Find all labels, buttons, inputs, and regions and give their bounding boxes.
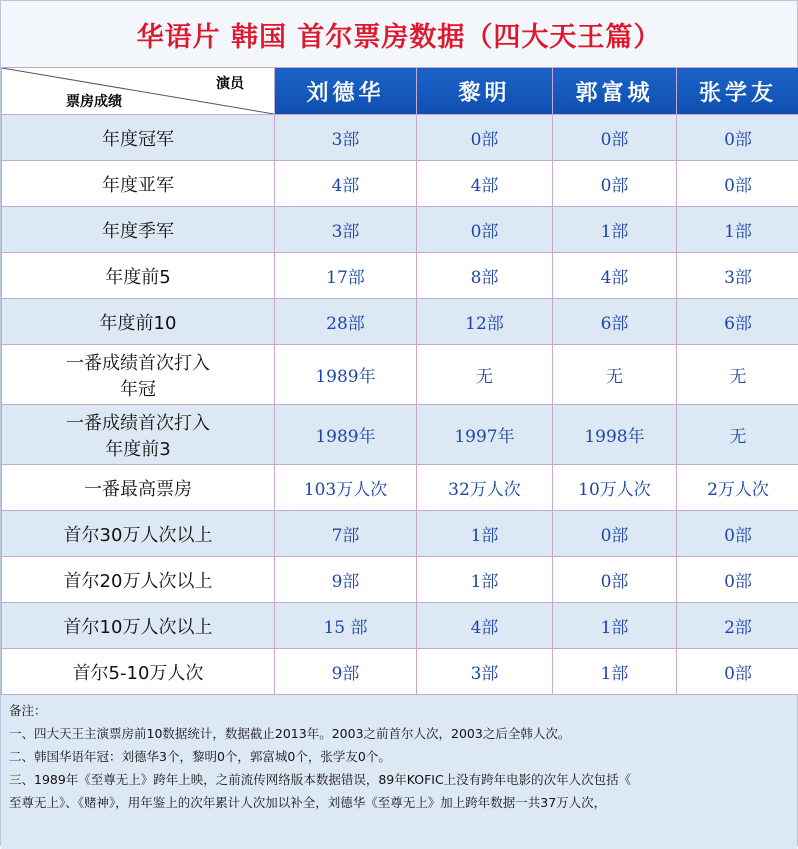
row-label: 首尔5-10万人次 xyxy=(2,649,275,695)
row-label: 年度亚军 xyxy=(2,161,275,207)
table-cell: 6部 xyxy=(677,299,798,345)
row-label: 年度前10 xyxy=(2,299,275,345)
table-cell: 1997年 xyxy=(417,405,553,465)
table-cell: 8部 xyxy=(417,253,553,299)
table-cell: 3部 xyxy=(677,253,798,299)
table-row xyxy=(2,115,798,161)
table-cell: 1989年 xyxy=(275,405,417,465)
table-cell: 0部 xyxy=(677,511,798,557)
table-row xyxy=(2,299,798,345)
table-cell: 1部 xyxy=(677,207,798,253)
table-cell: 0部 xyxy=(553,115,677,161)
table-cell: 0部 xyxy=(677,115,798,161)
table-cell: 103万人次 xyxy=(275,465,417,511)
table-cell: 4部 xyxy=(417,161,553,207)
row-label: 一番最高票房 xyxy=(2,465,275,511)
corner-result-label: 票房成绩 xyxy=(66,91,122,111)
table-cell: 4部 xyxy=(275,161,417,207)
table-cell: 1部 xyxy=(417,557,553,603)
table-cell: 0部 xyxy=(417,115,553,161)
table-cell: 0部 xyxy=(553,161,677,207)
table-cell: 9部 xyxy=(275,649,417,695)
table-cell: 1998年 xyxy=(553,405,677,465)
corner-cell xyxy=(2,68,275,115)
table-cell: 无 xyxy=(677,345,798,405)
table-cell: 1部 xyxy=(553,649,677,695)
table-row xyxy=(2,161,798,207)
table-cell: 无 xyxy=(553,345,677,405)
note-line: 三、1989年《至尊无上》跨年上映，之前流传网络版本数据错误，89年KOFIC上没有跨年电影的次年人次包括《 xyxy=(9,768,789,791)
table-cell: 0部 xyxy=(677,557,798,603)
row-label: 首尔20万人次以上 xyxy=(2,557,275,603)
page-title: 华语片 韩国 首尔票房数据（四大天王篇） xyxy=(1,1,797,67)
table-row xyxy=(2,465,798,511)
table-cell: 1989年 xyxy=(275,345,417,405)
table-cell: 6部 xyxy=(553,299,677,345)
table-row xyxy=(2,557,798,603)
table-cell: 10万人次 xyxy=(553,465,677,511)
table-cell: 0部 xyxy=(677,649,798,695)
table-cell: 2万人次 xyxy=(677,465,798,511)
row-label-line: 年冠 xyxy=(2,375,274,401)
row-label-line: 年度前3 xyxy=(2,435,274,461)
table-cell: 32万人次 xyxy=(417,465,553,511)
table-row xyxy=(2,207,798,253)
table-cell: 3部 xyxy=(417,649,553,695)
table-row xyxy=(2,345,798,405)
corner-actor-label: 演员 xyxy=(216,73,244,93)
notes-section xyxy=(1,695,797,849)
row-label: 年度前5 xyxy=(2,253,275,299)
row-label xyxy=(2,345,275,405)
table-cell: 4部 xyxy=(417,603,553,649)
table-cell: 0部 xyxy=(553,557,677,603)
notes-heading: 备注： xyxy=(9,699,789,722)
table-cell: 2部 xyxy=(677,603,798,649)
row-label: 年度季军 xyxy=(2,207,275,253)
table-cell: 1部 xyxy=(417,511,553,557)
note-line: 二、韩国华语年冠：刘德华3个，黎明0个，郭富城0个，张学友0个。 xyxy=(9,745,789,768)
actor-header-liming: 黎明 xyxy=(417,68,553,115)
table-cell: 1部 xyxy=(553,603,677,649)
table-cell: 无 xyxy=(677,405,798,465)
note-line: 一、四大天王主演票房前10数据统计，数据截止2013年。2003之前首尔人次，2003之后全韩人次。 xyxy=(9,722,789,745)
table-cell: 4部 xyxy=(553,253,677,299)
box-office-table xyxy=(1,67,798,695)
row-label xyxy=(2,405,275,465)
table-cell: 17部 xyxy=(275,253,417,299)
row-label: 年度冠军 xyxy=(2,115,275,161)
table-row xyxy=(2,603,798,649)
table-cell: 3部 xyxy=(275,115,417,161)
row-label: 首尔30万人次以上 xyxy=(2,511,275,557)
table-cell: 0部 xyxy=(417,207,553,253)
table-cell: 9部 xyxy=(275,557,417,603)
table-row xyxy=(2,405,798,465)
row-label-line: 一番成绩首次打入 xyxy=(2,349,274,375)
note-line: 至尊无上》、《赌神》，用年鉴上的次年累计人次加以补全，刘德华《至尊无上》加上跨年数据一共37万人次， xyxy=(9,791,789,814)
table-cell: 0部 xyxy=(677,161,798,207)
table-cell: 7部 xyxy=(275,511,417,557)
header-row xyxy=(2,68,798,115)
row-label-line: 一番成绩首次打入 xyxy=(2,409,274,435)
row-label: 首尔10万人次以上 xyxy=(2,603,275,649)
table-row xyxy=(2,511,798,557)
actor-header-liudehua: 刘德华 xyxy=(275,68,417,115)
table-row xyxy=(2,649,798,695)
actor-header-guofucheng: 郭富城 xyxy=(553,68,677,115)
table-cell: 12部 xyxy=(417,299,553,345)
table-row xyxy=(2,253,798,299)
actor-header-zhangxueyou: 张学友 xyxy=(677,68,798,115)
table-cell: 3部 xyxy=(275,207,417,253)
table-cell: 1部 xyxy=(553,207,677,253)
table-cell: 0部 xyxy=(553,511,677,557)
table-cell: 15 部 xyxy=(275,603,417,649)
table-cell: 无 xyxy=(417,345,553,405)
table-cell: 28部 xyxy=(275,299,417,345)
